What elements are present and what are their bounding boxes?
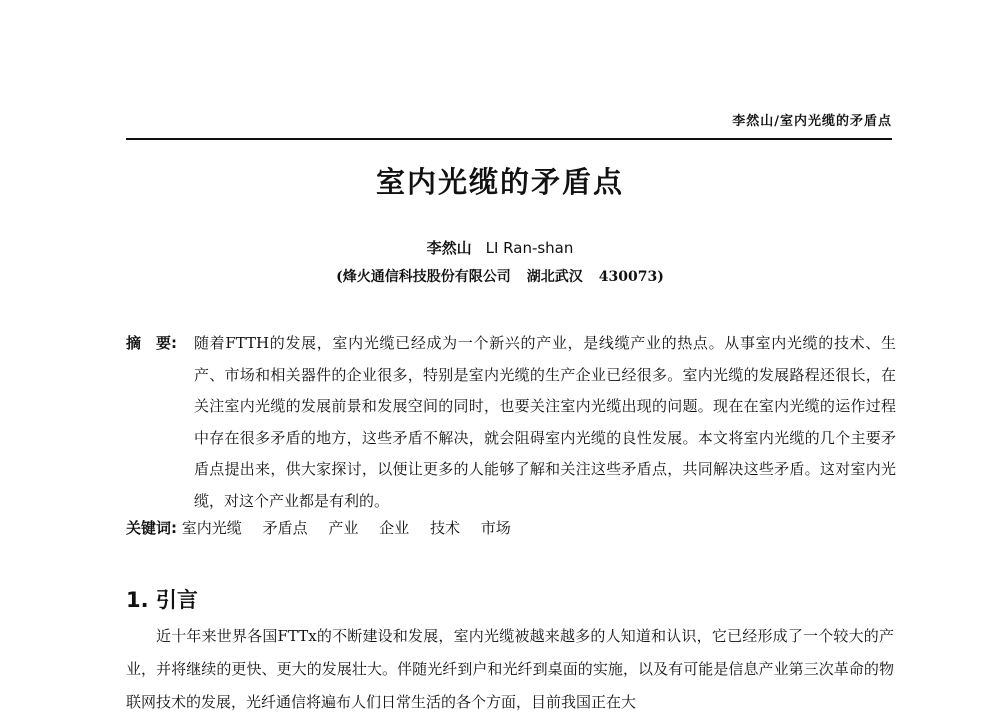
keyword: 市场 [480, 519, 511, 537]
section-heading-introduction: 1. 引言 [126, 588, 198, 612]
keywords [126, 513, 896, 544]
header-rule [126, 138, 892, 140]
keyword: 室内光缆 [181, 519, 242, 537]
abstract [126, 328, 896, 517]
abstract-text: 随着FTTH的发展，室内光缆已经成为一个新兴的产业，是线缆产业的热点。从事室内光缆的技术、生产、市场和相关器件的企业很多，特别是室内光缆的生产企业已经很多。室内光缆的发展路程还很长，在关注室内光缆的发展前景和发展空间的同时，也要关注室内光缆出现的问题。现在在室内光缆的运作过程中存在很多矛盾的地方，这些矛盾不解决，就会阻碍室内光缆的良性发展。本文将室内光缆的几个主要矛盾点提出来，供大家探讨，以便让更多的人能够了解和关注这些矛盾点，共同解决这些矛盾。这对室内光缆，对这个产业都是有利的。 [194, 334, 896, 510]
keyword-list [177, 519, 527, 537]
affiliation-close: ) [657, 269, 664, 285]
running-header: 李然山/室内光缆的矛盾点 [732, 114, 892, 129]
affiliation-open: ( [336, 269, 343, 285]
keywords-label: 关键词: [126, 519, 177, 537]
section-body-introduction: 近十年来世界各国FTTx的不断建设和发展，室内光缆被越来越多的人知道和认识，它已经形成了一个较大的产业，并将继续的更快、更大的发展壮大。伴随光纤到户和光纤到桌面的实施，以及有可能是信息产业第三次革命的物联网技术的发展，光纤通信将遍布人们日常生活的各个方面，目前我国正在大 [126, 627, 894, 711]
keyword: 产业 [328, 519, 359, 537]
affiliation-org: 烽火通信科技股份有限公司 [342, 269, 511, 285]
keyword: 技术 [429, 519, 460, 537]
author-cn: 李然山 [426, 239, 472, 257]
affiliation-postcode: 430073 [598, 269, 658, 285]
author-en: LI Ran-shan [485, 239, 574, 257]
author-line [0, 237, 1000, 258]
keyword: 企业 [379, 519, 410, 537]
abstract-label: 摘 要: [126, 334, 177, 352]
affiliation [0, 266, 1000, 286]
article-title: 室内光缆的矛盾点 [375, 165, 624, 199]
affiliation-city: 湖北武汉 [526, 269, 583, 285]
keyword: 矛盾点 [262, 519, 308, 537]
